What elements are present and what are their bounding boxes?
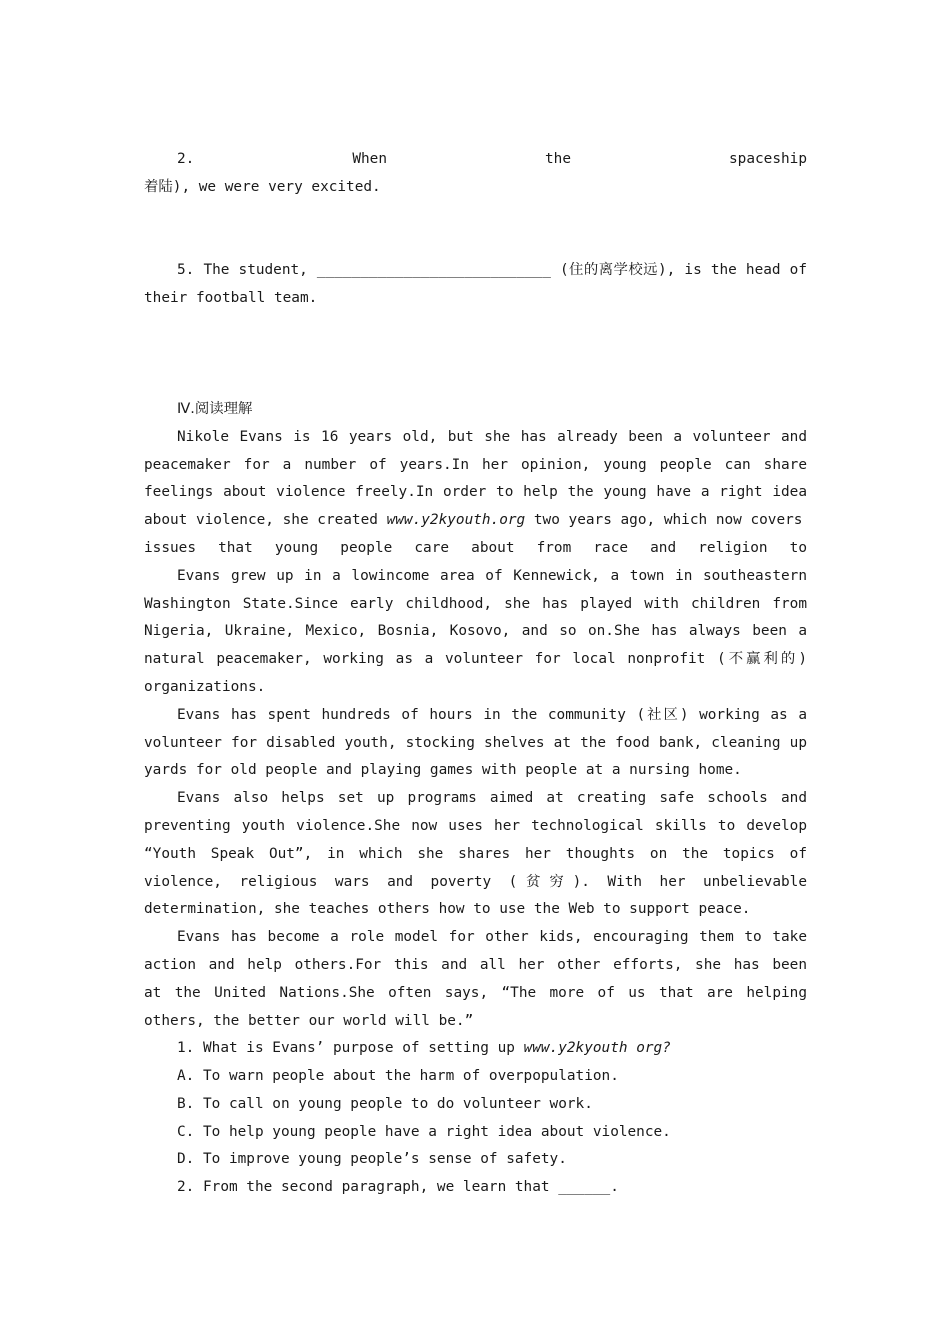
translation-item-1 xyxy=(144,118,807,146)
website-url: www.y2kyouth org? xyxy=(523,1040,671,1057)
text-segment: two years ago, which now covers xyxy=(525,512,803,529)
paragraph-4-line: Evans also helps set up programs aimed at creating safe schools and xyxy=(177,790,807,807)
translation-item-2-cont: 着陆), we were very excited. xyxy=(144,178,381,195)
paragraph-1-line: Nikole Evans is 16 years old, but she has already been a volunteer and xyxy=(177,428,807,445)
paragraph-5-line: action and help others.For this and all her other efforts, she has been xyxy=(144,956,807,973)
paragraph-1-line-url xyxy=(144,507,807,535)
paragraph-2-line: Nigeria, Ukraine, Mexico, Bosnia, Kosovo, and so on.She has always been a xyxy=(144,623,807,640)
paragraph-3-line: yards for old people and playing games with people at a nursing home. xyxy=(144,762,742,779)
paragraph-4-line: determination, she teaches others how to use the Web to support peace. xyxy=(144,901,751,918)
item-number: 2. xyxy=(177,150,195,167)
translation-item-5-cont: their football team. xyxy=(144,289,318,306)
item-text: When the spaceship xyxy=(352,150,807,167)
paragraph-1-line: peacemaker for a number of years.In her opinion, young people can share xyxy=(144,456,807,473)
paragraph-5-line: others, the better our world will be.” xyxy=(144,1012,474,1029)
section-heading: Ⅳ.阅读理解 xyxy=(177,400,253,417)
option-d: D. To improve young people’s sense of safety. xyxy=(177,1151,567,1168)
option-a: A. To warn people about the harm of overpopulation. xyxy=(177,1068,619,1085)
option-c: C. To help young people have a right idea about violence. xyxy=(177,1123,671,1140)
option-b: B. To call on young people to do volunteer work. xyxy=(177,1095,593,1112)
translation-item-4 xyxy=(144,229,807,257)
paragraph-2-line: Washington State.Since early childhood, she has played with children from xyxy=(144,595,807,612)
translation-item-8 xyxy=(144,368,807,396)
paragraph-1-line: issues that young people care about from race and religion to xyxy=(144,539,807,556)
question-stem: 1. What is Evans’ purpose of setting up xyxy=(177,1040,524,1057)
paragraph-4-line: “Youth Speak Out”, in which she shares her thoughts on the topics of xyxy=(144,845,807,862)
paragraph-3-line: volunteer for disabled youth, stocking shelves at the food bank, cleaning up xyxy=(144,734,807,751)
paragraph-1-line: feelings about violence freely.In order to help the young have a right idea xyxy=(144,484,807,501)
paragraph-2-line: natural peacemaker, working as a volunteer for local nonprofit (不赢利的) xyxy=(144,651,807,668)
question-1 xyxy=(144,1035,807,1063)
paragraph-5-line: at the United Nations.She often says, “The more of us that are helping xyxy=(144,984,807,1001)
translation-item-3 xyxy=(144,201,807,229)
item-text: The student, ___________________________ (住的离学校远), is the head of xyxy=(203,261,807,278)
paragraph-5-line: Evans has become a role model for other kids, encouraging them to take xyxy=(177,929,807,946)
paragraph-4-line: preventing youth violence.She now uses her technological skills to develop xyxy=(144,817,807,834)
question-2: 2. From the second paragraph, we learn that ______. xyxy=(177,1179,619,1196)
document-page xyxy=(144,118,807,1202)
paragraph-2-line: Evans grew up in a lowincome area of Kennewick, a town in southeastern xyxy=(177,567,807,584)
paragraph-2-line: organizations. xyxy=(144,678,266,695)
translation-item-6 xyxy=(144,313,807,341)
item-number: 5. xyxy=(177,261,195,278)
translation-item-2 xyxy=(144,146,807,174)
text-segment: about violence, she created xyxy=(144,512,387,529)
translation-item-7 xyxy=(144,340,807,368)
paragraph-4-line: violence, religious wars and poverty (贫穷). With her unbelievable xyxy=(144,873,807,890)
website-url: www.y2kyouth.org xyxy=(386,512,526,529)
paragraph-3-line: Evans has spent hundreds of hours in the community (社区) working as a xyxy=(177,706,807,723)
translation-item-5 xyxy=(144,257,807,285)
